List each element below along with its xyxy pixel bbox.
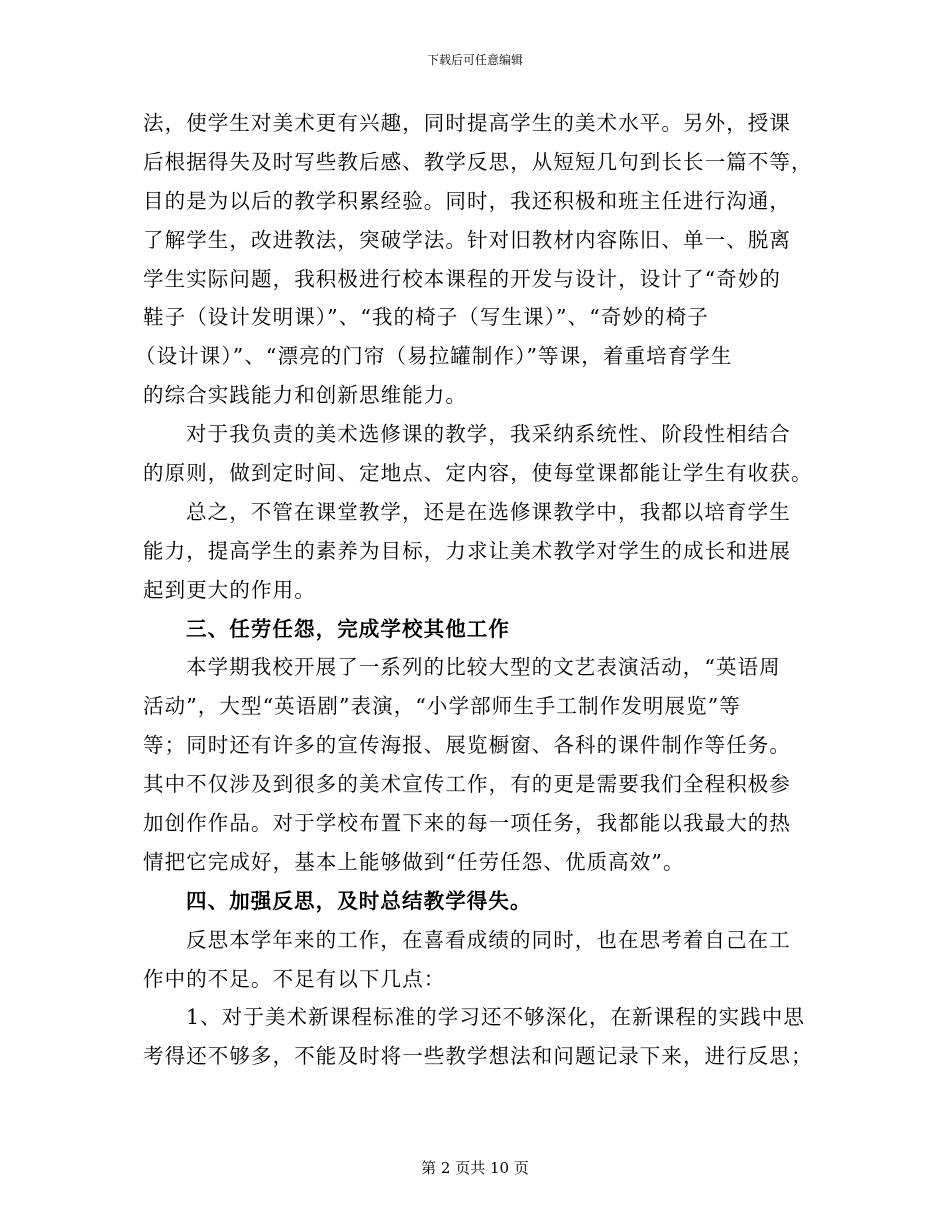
body-line: 目的是为以后的教学积累经验。同时，我还积极和班主任进行沟通，	[143, 188, 791, 213]
section-heading: 三、任劳任怨，完成学校其他工作	[186, 616, 510, 641]
body-line: 的原则，做到定时间、定地点、定内容，使每堂课都能让学生有收获。	[143, 461, 813, 486]
body-line: 等；同时还有许多的宣传海报、展览橱窗、各科的课件制作等任务。	[143, 733, 791, 758]
body-line: 法，使学生对美术更有兴趣，同时提高学生的美术水平。另外，授课	[143, 111, 791, 135]
body-line: 学生实际问题，我积极进行校本课程的开发与设计，设计了“奇妙的	[143, 266, 781, 291]
body-line: 后根据得失及时写些教后感、教学反思，从短短几句到长长一篇不等，	[143, 149, 813, 174]
body-line: （设计课）”、“漂亮的门帘（易拉罐制作）”等课，着重培育学生	[135, 344, 733, 369]
body-line: 活动”，大型“英语剧”表演，“小学部师生手工制作发明展览”等	[143, 694, 741, 719]
page-header: 下载后可任意编辑	[426, 53, 523, 67]
body-line: 其中不仅涉及到很多的美术宣传工作，有的更是需要我们全程积极参	[143, 772, 791, 797]
page-footer: 第 2 页共 10 页	[421, 1159, 529, 1177]
paragraph-start: 反思本学年来的工作，在喜看成绩的同时，也在思考着自己在工	[186, 927, 791, 952]
document-body	[135, 104, 813, 1076]
paragraph-start: 对于我负责的美术选修课的教学，我采纳系统性、阶段性相结合	[186, 422, 791, 447]
body-line: 起到更大的作用。	[143, 577, 316, 602]
paragraph-start: 1、对于美术新课程标准的学习还不够深化，在新课程的实践中思	[186, 1005, 805, 1030]
body-line: 能力，提高学生的素养为目标，力求让美术教学对学生的成长和进展	[143, 538, 791, 563]
body-line: 的综合实践能力和创新思维能力。	[143, 383, 467, 408]
paragraph-start: 本学期我校开展了一系列的比较大型的文艺表演活动，“英语周	[186, 655, 781, 680]
body-line: 鞋子（设计发明课）”、“我的椅子（写生课）”、“奇妙的椅子	[143, 305, 709, 330]
section-heading: 四、加强反思，及时总结教学得失。	[186, 888, 532, 913]
body-line: 情把它完成好，基本上能够做到“任劳任怨、优质高效”。	[143, 849, 685, 874]
body-line: 了解学生，改进教法，突破学法。针对旧教材内容陈旧、单一、脱离	[143, 227, 791, 252]
body-line: 作中的不足。不足有以下几点：	[143, 966, 446, 991]
body-line: 考得还不够多，不能及时将一些教学想法和问题记录下来，进行反思；	[143, 1044, 813, 1069]
paragraph-start: 总之，不管在课堂教学，还是在选修课教学中，我都以培育学生	[186, 499, 791, 524]
body-line: 加创作作品。对于学校布置下来的每一项任务，我都能以我最大的热	[143, 811, 791, 836]
